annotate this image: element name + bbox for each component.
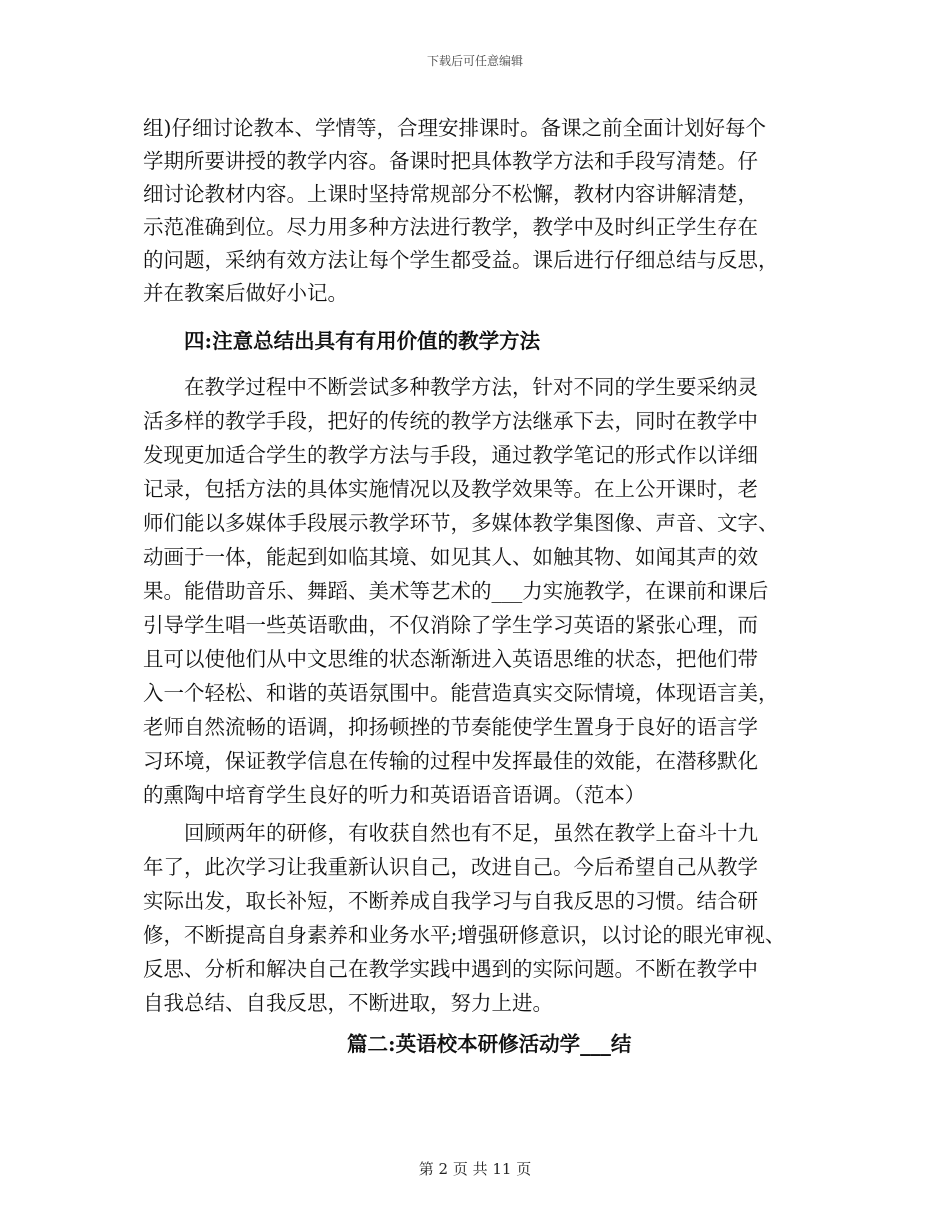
- paragraph-line: 入一个轻松、和谐的英语氛围中。能营造真实交际情境，体现语言美，: [143, 681, 779, 705]
- paragraph-line: 记录，包括方法的具体实施情况以及教学效果等。在上公开课时，老: [143, 477, 758, 501]
- paragraph-line: 并在教案后做好小记。: [143, 281, 348, 305]
- paragraph-line: 的问题，采纳有效方法让每个学生都受益。课后进行仔细总结与反思，: [143, 248, 779, 272]
- paragraph-line: 年了，此次学习让我重新认识自己，改进自己。今后希望自己从教学: [143, 855, 758, 879]
- paragraph-line: 修，不断提高自身素养和业务水平;增强研修意识，以讨论的眼光审视、: [143, 923, 786, 947]
- paragraph-line: 示范准确到位。尽力用多种方法进行教学，教学中及时纠正学生存在: [143, 215, 758, 239]
- paragraph-line: 发现更加适合学生的教学方法与手段，通过教学笔记的形式作以详细: [143, 443, 758, 467]
- paragraph-line: 组)仔细讨论教本、学情等，合理安排课时。备课之前全面计划好每个: [143, 116, 766, 140]
- paragraph-line: 学期所要讲授的教学内容。备课时把具体教学方法和手段写清楚。仔: [143, 149, 758, 173]
- paragraph-line: 活多样的教学手段，把好的传统的教学方法继承下去，同时在教学中: [143, 409, 758, 433]
- page-number: 第 2 页 共 11 页: [418, 1160, 532, 1178]
- paragraph-line: 师们能以多媒体手段展示教学环节，多媒体教学集图像、声音、文字、: [143, 511, 779, 535]
- paragraph-line: 实际出发，取长补短，不断养成自我学习与自我反思的习惯。结合研: [143, 889, 758, 913]
- paragraph-line: 引导学生唱一些英语歌曲，不仅消除了学生学习英语的紧张心理，而: [143, 613, 758, 637]
- section-heading: 四:注意总结出具有有用价值的教学方法: [184, 329, 541, 353]
- paragraph-line: 细讨论教材内容。上课时坚持常规部分不松懈，教材内容讲解清楚，: [143, 182, 758, 206]
- paragraph-line: 自我总结、自我反思，不断进取，努力上进。: [143, 991, 553, 1015]
- paragraph-line: 反思、分析和解决自己在教学实践中遇到的实际问题。不断在教学中: [143, 957, 758, 981]
- paragraph-line: 动画于一体，能起到如临其境、如见其人、如触其物、如闻其声的效: [143, 545, 758, 569]
- paragraph-line: 在教学过程中不断尝试多种教学方法，针对不同的学生要采纳灵: [184, 375, 758, 399]
- part-heading: 篇二:英语校本研修活动学___结: [347, 1032, 632, 1056]
- paragraph-line: 老师自然流畅的语调，抑扬顿挫的节奏能使学生置身于良好的语言学: [143, 715, 758, 739]
- paragraph-line: 且可以使他们从中文思维的状态渐渐进入英语思维的状态，把他们带: [143, 647, 758, 671]
- paragraph-line: 的熏陶中培育学生良好的听力和英语语音语调。（范本）: [143, 783, 646, 807]
- paragraph-line: 习环境，保证教学信息在传输的过程中发挥最佳的效能，在潜移默化: [143, 749, 758, 773]
- paragraph-line: 回顾两年的研修，有收获自然也有不足，虽然在教学上奋斗十九: [184, 821, 758, 845]
- page-header: 下载后可任意编辑: [426, 54, 523, 68]
- paragraph-line: 果。能借助音乐、舞蹈、美术等艺术的___力实施教学，在课前和课后: [143, 579, 769, 603]
